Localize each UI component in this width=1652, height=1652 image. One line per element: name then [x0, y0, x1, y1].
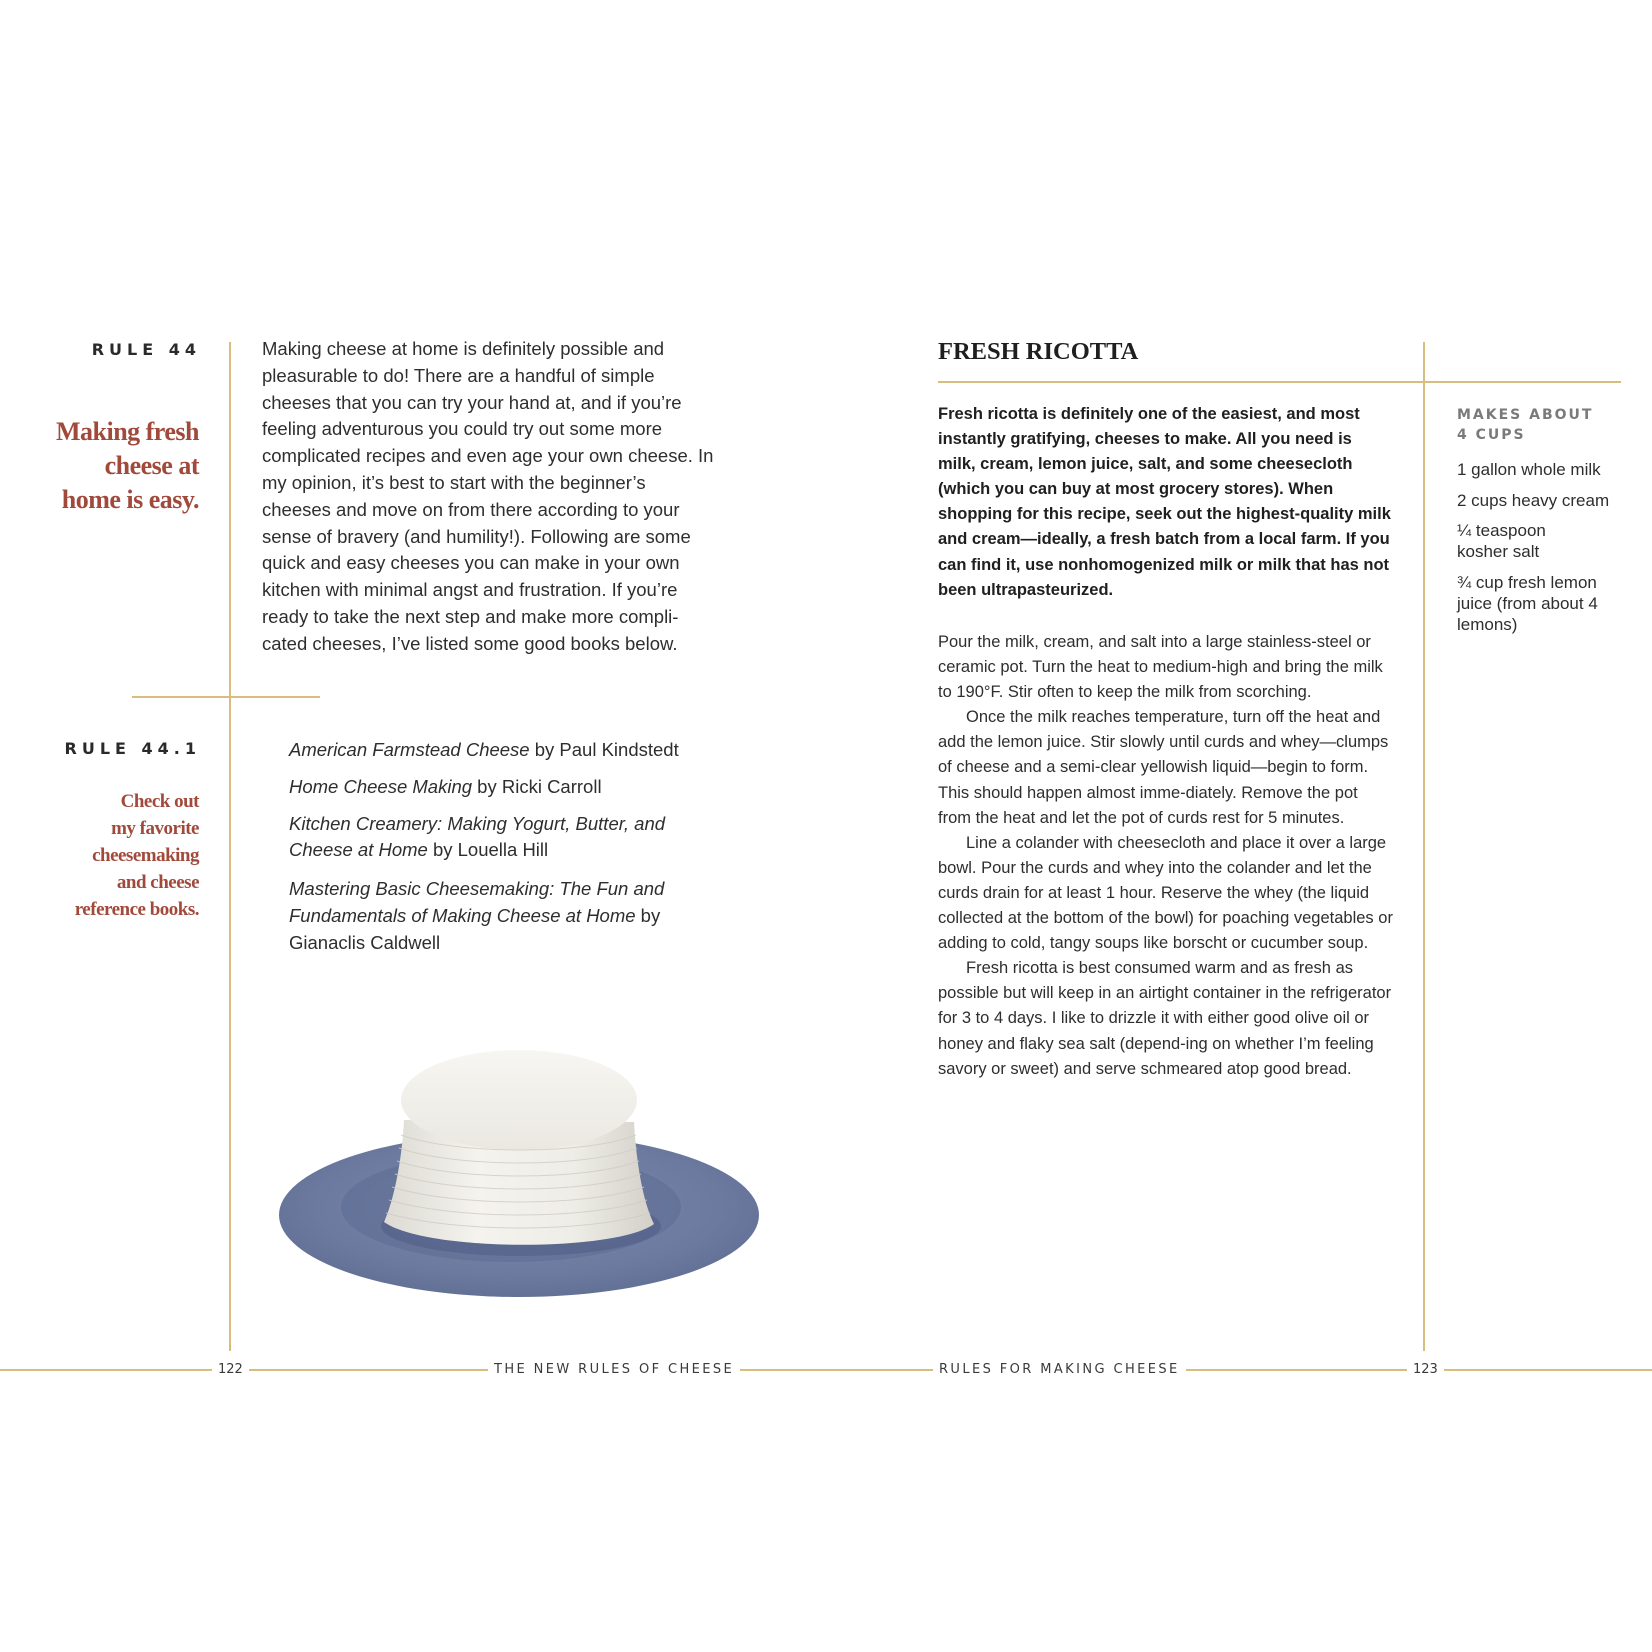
recipe-title: FRESH RICOTTA [938, 338, 1139, 365]
rule-44-1-heading [20, 788, 199, 923]
rule-44-1-heading-line: my favorite [111, 818, 199, 839]
rule-divider [132, 696, 320, 698]
running-title-left: THE NEW RULES OF CHEESE [488, 1362, 740, 1377]
ricotta-image [276, 1030, 766, 1310]
recipe-method [938, 630, 1393, 1082]
book-title: Home Cheese Making [289, 775, 473, 797]
recipe-step: Line a colander with cheesecloth and place it over a large bowl. Pour the curds and whey into the colander and let the curds drain for at least 1 hour. Reserve the whey (the liquid collected at the bottom of the bowl) for poaching vegetables or adding to cold, tangy soups like borscht or cucumber soup. [938, 833, 1393, 953]
rule-44-1-heading-line: and cheese [116, 872, 199, 893]
rule-44-heading-line: home is easy. [61, 485, 199, 514]
recipe-yield [1457, 405, 1637, 445]
ingredient: ¼ teaspoon kosher salt [1457, 521, 1546, 561]
book-entry [289, 774, 709, 801]
ricotta-illustration [276, 1030, 766, 1310]
recipe-step: Pour the milk, cream, and salt into a large stainless-steel or ceramic pot. Turn the heat to medium-high and bring the milk to 190°F. Stir often to keep the milk from scorching. [938, 633, 1383, 702]
rule-44-1-heading-line: Check out [120, 791, 199, 812]
rule-44-label: RULE 44 [91, 340, 201, 359]
rule-44-heading-line: cheese at [104, 451, 199, 480]
right-page-vertical-rule [1423, 342, 1425, 1351]
page-number-right: 123 [1407, 1362, 1444, 1377]
rule-44-heading [20, 415, 199, 517]
ingredient: 2 cups heavy cream [1457, 491, 1610, 510]
book-author: by Paul Kindstedt [529, 739, 679, 760]
ingredient: ¾ cup fresh lemon juice (from about 4 lemons) [1457, 573, 1598, 634]
book-author: by Louella Hill [427, 839, 549, 861]
rule-44-1-heading-line: reference books. [74, 899, 199, 920]
ingredient: 1 gallon whole milk [1457, 460, 1601, 479]
rule-44-body-text: Making cheese at home is definitely possible and pleasurable to do! There are a handful of simple cheeses that you can try your hand at, and if you’re feeling adventurous you could try out some more complicated recipes and even age your own cheese. In my opinion, it’s best to start with the beginner’s cheeses and move on from there according to your sense of bravery (and humility!). Following are some quick and easy cheeses you can make in your own kitchen with minimal angst and frustration. If you’re ready to take the next step and make more compli-cated cheeses, I’ve listed some good books below. [262, 338, 714, 654]
rule-44-1-label: RULE 44.1 [64, 739, 201, 758]
recipe-step: Once the milk reaches temperature, turn off the heat and add the lemon juice. Stir slowly until curds and whey—clumps of cheese and a semi-clear yellowish liquid—begin to form. This should happen almost imme-diately. Remove the pot from the heat and let the pot of curds rest for 5 minutes. [938, 708, 1389, 827]
rule-44-1-heading-line: cheesemaking [92, 845, 199, 866]
yield-line: 4 CUPS [1457, 427, 1526, 443]
book-list [289, 737, 709, 967]
book-title: Mastering Basic Cheesemaking: The Fun and Fundamentals of Making Cheese at Home [289, 878, 665, 926]
recipe-title-underline [938, 381, 1621, 383]
book-author: by Ricki Carroll [472, 775, 602, 797]
ricotta-top [401, 1050, 637, 1150]
book-author: by Gianaclis Caldwell [289, 904, 661, 953]
book-entry [289, 737, 709, 764]
recipe-step: Fresh ricotta is best consumed warm and as fresh as possible but will keep in an airtight container in the refrigerator for 3 to 4 days. I like to drizzle it with either good olive oil or honey and flaky sea salt (depend-ing on whether I’m feeling savory or sweet) and serve schmeared atop good bread. [938, 959, 1392, 1078]
recipe-intro: Fresh ricotta is definitely one of the easiest, and most instantly gratifying, cheeses to make. All you need is milk, cream, lemon juice, salt, and some cheesecloth (which you can buy at most grocery stores). When shopping for this recipe, seek out the highest-quality milk and cream—ideally, a fresh batch from a local farm. If you can find it, use nonhomogenized milk or milk that has not been ultrapasteurized. [938, 405, 1391, 599]
book-entry [289, 811, 709, 865]
yield-line: MAKES ABOUT [1457, 407, 1594, 423]
ingredient-list [1457, 459, 1627, 645]
book-entry [289, 876, 709, 956]
page-number-left: 122 [212, 1362, 249, 1377]
book-title: Kitchen Creamery: Making Yogurt, Butter, and Cheese at Home [289, 812, 666, 861]
left-page-vertical-rule [229, 342, 231, 1351]
book-title: American Farmstead Cheese [289, 739, 530, 760]
running-title-right: RULES FOR MAKING CHEESE [933, 1362, 1186, 1377]
rule-44-heading-line: Making fresh [55, 417, 199, 446]
